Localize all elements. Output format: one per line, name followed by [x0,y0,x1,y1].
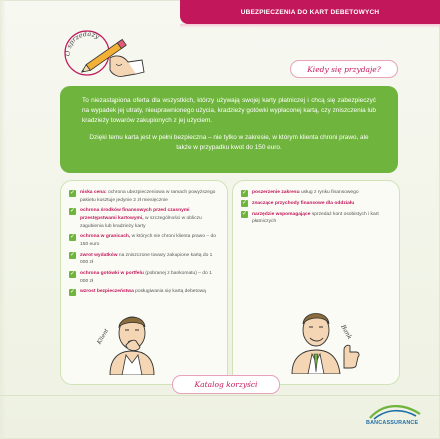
benefit-highlight: ochrona w granicach, [80,234,131,240]
thumbs-up-man-icon [282,300,372,374]
checkmark-icon: ✓ [69,252,76,259]
benefit-text [80,207,221,230]
benefit-description: ochrona ubezpieczeniowa w ramach powyższego pakietu kosztuje jedynie 2 zł miesięcznie [80,190,216,203]
benefit-text [80,270,221,285]
benefit-highlight: zwrot wydatków [80,252,118,258]
benefit-description: usług z rynku finansowego [300,190,359,195]
benefit-text [80,233,221,248]
intro-paragraph-1: To niezastąpiona oferta dla wszystkich, którzy używają swojej karty płatniczej i chcą się zabezpieczyć na wypadek jej utraty, nieuprawnionego użycia, kradzieży gotówki wypłaconej kartą, czy zniszczenia lub kradzieży towarów zakupionych z jej użyciem. [82,97,376,124]
benefit-highlight: znaczące przychody finansowe dla oddziału [252,200,355,206]
benefit-highlight: narzędzie wspomagające [252,211,311,217]
benefit-item [241,211,393,226]
benefit-text [252,189,359,197]
benefit-text [80,288,206,296]
logo-text: BANCASSURANCE [366,420,419,426]
thinking-man-icon [92,305,166,375]
checkmark-icon: ✓ [69,189,76,196]
benefit-description: na zniszczone towary zakupione kartą do 1 000 zł [80,252,213,266]
benefit-item [69,252,221,267]
catalog-badge [172,375,280,394]
checkmark-icon: ✓ [69,207,76,214]
page-edge-shadow [0,0,6,439]
bank-benefits-list [241,189,393,229]
benefit-description: w których nie chroni klienta prawo – do 150 euro [80,234,216,247]
checkmark-icon: ✓ [241,189,248,196]
intro-paragraph-2: Dzięki temu karta jest w pełni bezpieczna – nie tylko w zakresie, w którym klienta chroni prawo, ale także w przypadku kwot do 150 euro. [89,133,369,151]
footer-divider [0,395,440,396]
benefit-item [69,189,221,204]
section-tab-shadow [180,24,440,28]
client-benefits-list [69,189,221,299]
section-tab [180,0,440,24]
bank-figure-label: Bank [339,323,354,341]
section-tab-label: UBEZPIECZENIA DO KART DEBETOWYCH [240,8,380,16]
benefit-highlight: niska cena: [80,190,107,195]
benefit-highlight: ochrona gotówki w portfelu [80,271,144,277]
checkmark-icon: ✓ [69,270,76,277]
checkmark-icon: ✓ [69,233,76,240]
benefit-text [80,252,221,267]
bancassurance-logo-icon [362,398,428,432]
benefit-highlight: ochrona środków finansowych przed czasnymi przestępstwami kartowymi, [80,208,190,221]
pencil-hand-icon [58,24,148,94]
checkmark-icon: ✓ [241,211,248,218]
benefit-text [252,200,354,208]
when-useful-label: Kiedy się przydaje? [307,64,381,74]
benefit-description: (pobranej z bankomatu) – do 1 000 zł [80,271,212,284]
benefit-item [69,233,221,248]
intro-box [60,86,398,173]
benefit-description: posługiwania się kartą debetową [135,289,206,295]
benefit-item [69,270,221,285]
benefit-highlight: poszerzenie zakresu [252,190,300,195]
benefit-item [69,207,221,230]
benefit-description: sprzedaż kont osobistych i kart płatniczych [252,211,379,225]
benefit-highlight: wzrost bezpieczeństwa [80,289,134,295]
stamp-text: O sprzedaży [63,29,101,57]
benefit-item [69,288,221,296]
checkmark-icon: ✓ [69,288,76,295]
client-figure-label: Klient [96,328,111,346]
benefit-description: w szczególności w obliczu zagubienia lub kradzieży karty [80,215,202,229]
checkmark-icon: ✓ [241,200,248,207]
benefit-item [241,200,393,208]
when-useful-badge [290,60,398,78]
benefit-text [80,189,221,204]
benefit-item [241,189,393,197]
catalog-label: Katalog korzyści [194,380,258,389]
benefit-text [252,211,393,226]
